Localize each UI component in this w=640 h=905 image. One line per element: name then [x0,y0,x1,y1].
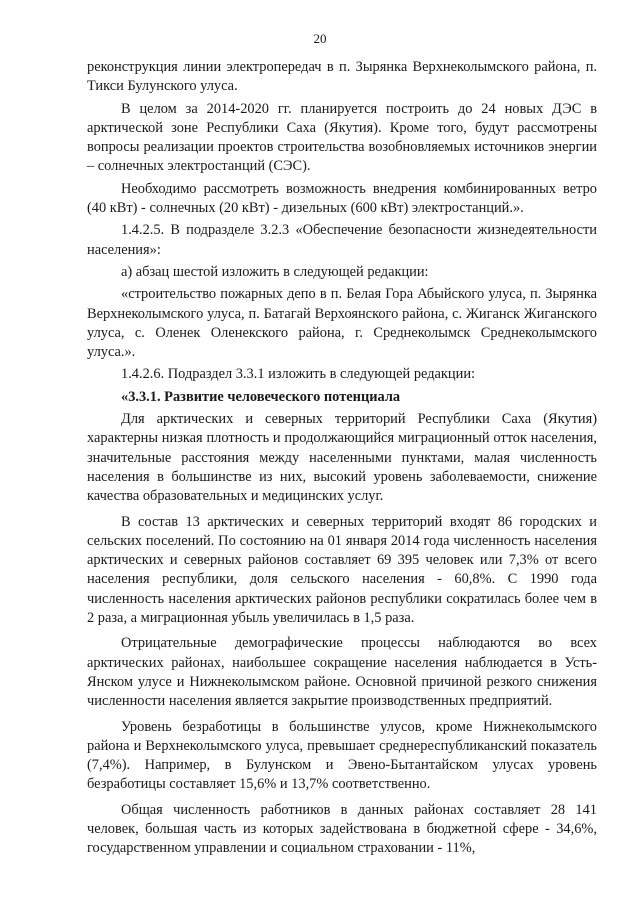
paragraph: 1.4.2.6. Подраздел 3.3.1 изложить в следующей редакции: [121,366,476,383]
paragraph: Для арктических и северных территорий Республики Саха (Якутия) характерны низкая плотность и продолжающийся миграционный отток населения, значительные расстояния между населенными пунктами, малая численность населения в большинстве из них, высокий уровень заболеваемости, снижение качества образовательных и медицинских услуг. [87,411,597,505]
paragraph: а) абзац шестой изложить в следующей редакции: [121,263,429,280]
paragraph: В состав 13 арктических и северных территорий входят 86 городских и сельских поселений. По состоянию на 01 января 2014 года численность населения арктических и северных районов составляет 69 395 человек или 7,3% от всего населения республики, доля сельского населения - 60,8%. С 1990 года численность населения арктических районов республики сократилась более чем в 2 раза, а миграционная убыль увеличилась в 1,5 раза. [87,513,597,627]
paragraph: 1.4.2.5. В подразделе 3.2.3 «Обеспечение безопасности жизнедеятельности населения»: [87,222,597,258]
section-heading: «3.3.1. Развитие человеческого потенциала [121,388,401,405]
paragraph: Общая численность работников в данных районах составляет 28 141 человек, большая часть из которых задействована в бюджетной сфере - 34,6%, государственном управлении и социальном страховании - 11%, [87,801,597,857]
paragraph: реконструкция линии электропередач в п. Зырянка Верхнеколымского района, п. Тикси Булунского улуса. [87,59,597,95]
paragraph: «строительство пожарных депо в п. Белая Гора Абыйского улуса, п. Зырянка Верхнеколымского улуса, п. Батагай Верхоянского района, с. Жиганск Жиганского улуса, с. Оленек Оленекского района, г. Среднеколымск Среднеколымского улуса.». [87,286,597,361]
paragraph: Уровень безработицы в большинстве улусов, кроме Нижнеколымского района и Верхнеколымского улуса, превышает среднереспубликанский показатель (7,4%). Например, в Булунском и Эвено-Бытантайском улусах уровень безработицы составляет 15,6% и 13,7% соответственно. [87,718,597,793]
paragraph: Необходимо рассмотреть возможность внедрения комбинированных ветро (40 кВт) - солнечных (20 кВт) - дизельных (600 кВт) электростанций.». [87,180,597,217]
paragraph: Отрицательные демографические процессы наблюдаются во всех арктических районах, наибольшее сокращение населения наблюдается в Усть-Янском улусе и Нижнеколымском районе. Основной причиной резкого снижения численности населения является закрытие производственных предприятий. [87,635,597,710]
document-body [87,58,597,862]
paragraph: В целом за 2014-2020 гг. планируется построить до 24 новых ДЭС в арктической зоне Республики Саха (Якутия). Кроме того, будут рассмотрены вопросы реализации проектов строительства возобновляемых источников энергии – солнечных электростанций (СЭС). [87,100,597,175]
page-number: 20 [313,31,327,46]
